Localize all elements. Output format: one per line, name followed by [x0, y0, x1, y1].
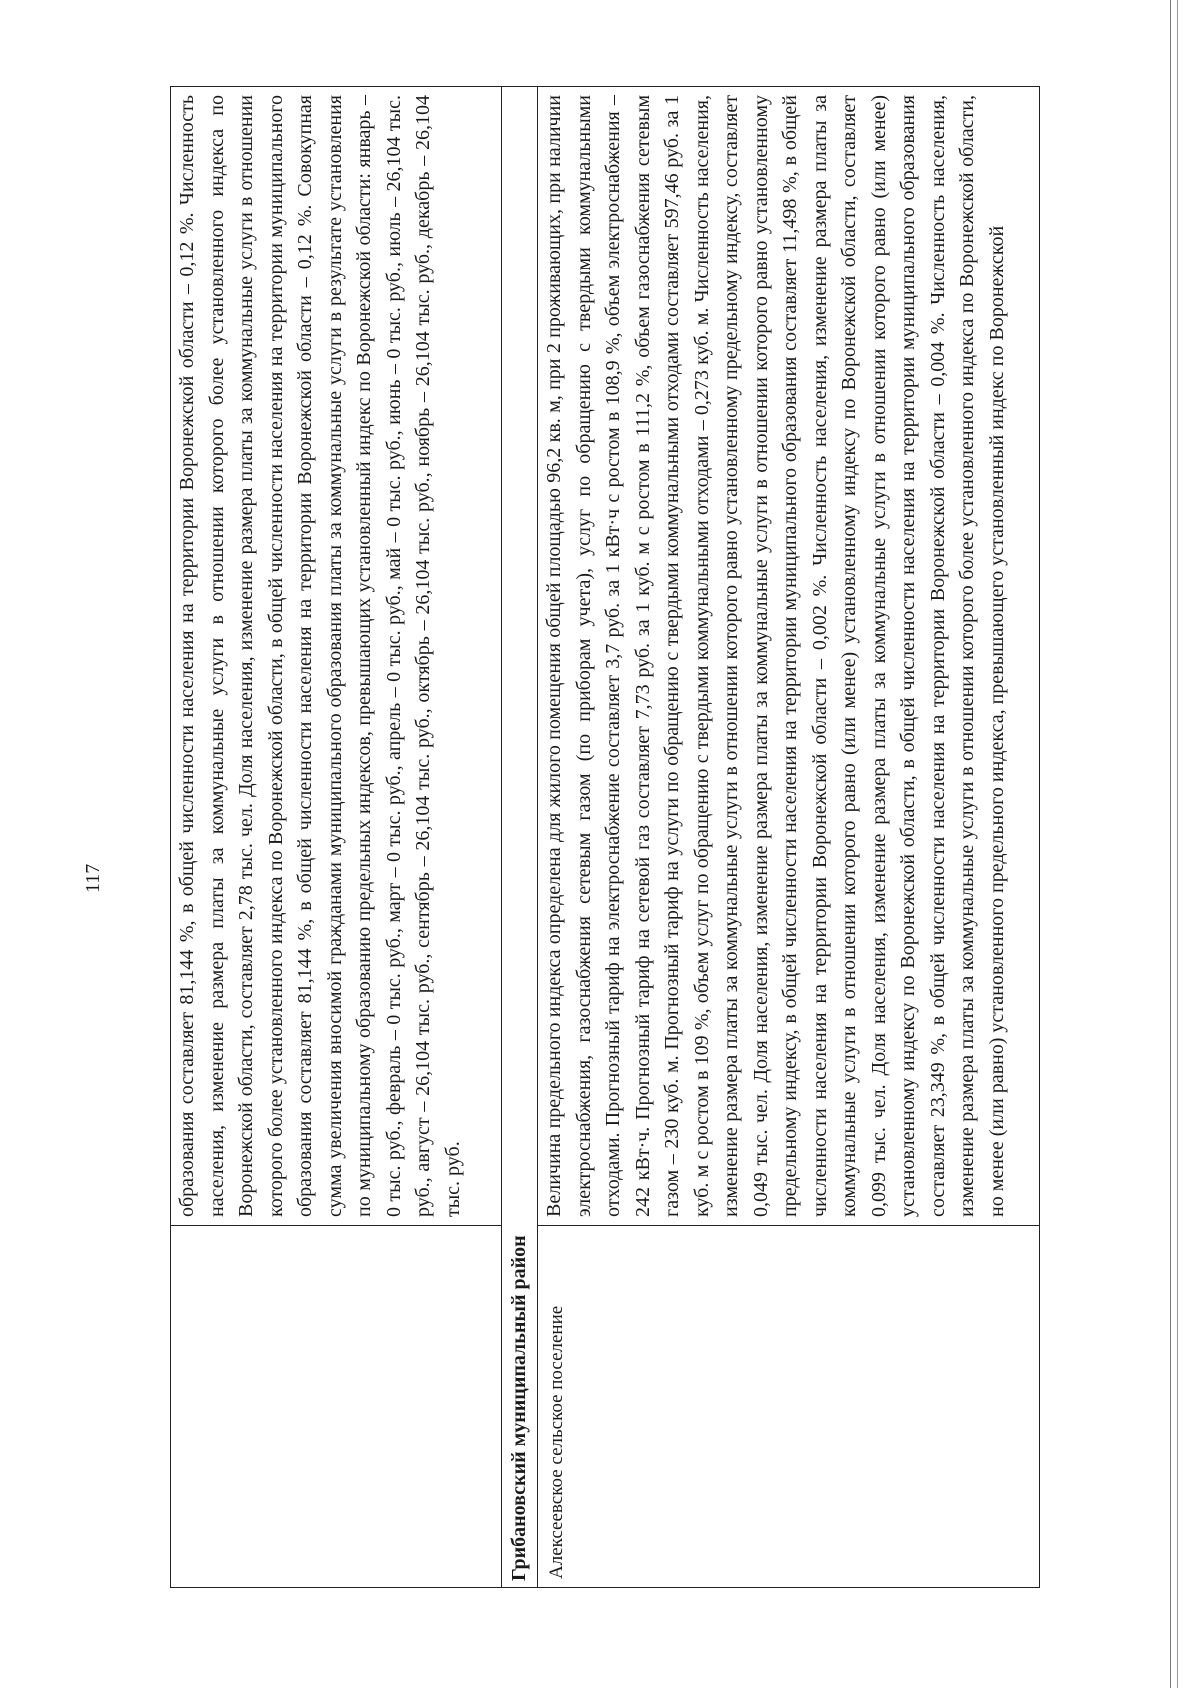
scan-edge-line — [1170, 0, 1171, 1688]
scan-edge-line — [1177, 0, 1178, 1688]
settlement-name-cell-empty — [171, 1225, 501, 1587]
continuation-text: образования составляет 81,144 %, в общей численности населения на территории Воронежской области – 0,12 %. Численность населения, изменение размера платы за коммунальные услуги в отношении которого более установленного индекса по Воронежской области, составляет 2,78 тыс. чел. Доля населения, изменение размера платы за коммунальные услуги в отношении которого более установленного индекса по Воронежской области, в общей численности населения на территории муниципального образования составляет 81,144 %, в общей численности населения на территории Воронежской области – 0,12 %. Совокупная сумма увеличения вносимой гражданами муниципального образования платы за коммунальные услуги в результате установления по муниципальному образованию предельных индексов, превышающих установленный индекс по Воронежской области: январь – 0 тыс. руб., февраль – 0 тыс. руб., март – 0 тыс. руб., апрель – 0 тыс. руб., май – 0 тыс. руб., июнь – 0 тыс. руб., июль – 26,104 тыс. руб., август – 26,104 тыс. руб., сентябрь – 26,104 тыс. руб., октябрь – 26,104 тыс. руб., ноябрь – 26,104 тыс. руб., декабрь – 26,104 тыс. руб. — [176, 95, 464, 1217]
table-row — [538, 87, 1039, 1587]
table-row — [171, 87, 502, 1587]
tariff-table — [170, 86, 1040, 1588]
district-header: Грибановский муниципальный район — [508, 1235, 530, 1581]
district-header-row — [502, 87, 538, 1587]
page-number: 117 — [82, 863, 104, 893]
settlement-name: Алексеевское сельское поселение — [538, 1225, 1039, 1587]
settlement-text: Величина предельного индекса определена для жилого помещения общей площадью 96,2 кв. м, при 2 проживающих, при наличии электроснабжения, газоснабжения сетевым газом (по приборам учета), услуг по обращению с твердыми коммунальными отходами. Прогнозный тариф на электроснабжение составляет 3,7 руб. за 1 кВт·ч с ростом в 108,9 %, объем электроснабжения – 242 кВт·ч. Прогнозный тариф на сетевой газ составляет 7,73 руб. за 1 куб. м с ростом в 111,2 %, объем газоснабжения сетевым газом – 230 куб. м. Прогнозный тариф на услуги по обращению с твердыми коммунальными отходами составляет 597,46 руб. за 1 куб. м с ростом в 109 %, объем услуг по обращению с твердыми коммунальными отходами – 0,273 куб. м. Численность населения, изменение размера платы за коммунальные услуги в отношении которого равно установленному предельному индексу, составляет 0,049 тыс. чел. Доля населения, изменение размера платы за коммунальные услуги в отношении которого равно установленному предельному индексу, в общей численности населения на территории муниципального образования составляет 11,498 %, в общей численности населения на территории Воронежской области – 0,002 %. Численность населения, изменение размера платы за коммунальные услуги в отношении которого равно (или менее) установленному индексу по Воронежской области, составляет 0,099 тыс. чел. Доля населения, изменение размера платы за коммунальные услуги в отношении которого равно (или менее) установленному индексу по Воронежской области, в общей численности населения на территории муниципального образования составляет 23,349 %, в общей численности населения на территории Воронежской области – 0,004 %. Численность населения, изменение размера платы за коммунальные услуги в отношении которого более установленного индекса по Воронежской области, но менее (или равно) установленного предельного индекса, превышающего установленный индекс по Воронежской — [543, 95, 1008, 1217]
